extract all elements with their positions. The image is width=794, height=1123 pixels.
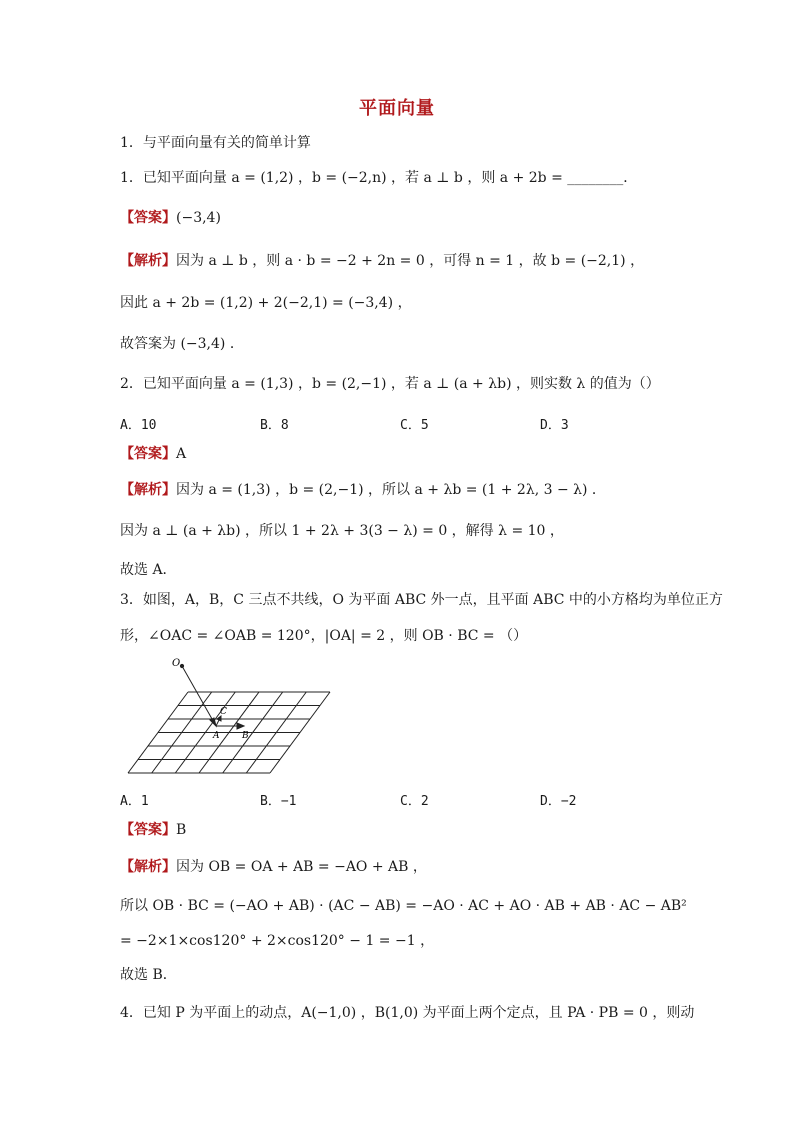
q3-figure (118, 652, 338, 782)
analysis-tag: 【解析】 (120, 482, 176, 498)
q1-stem: 1．已知平面向量 a = (1,2) ，b = (−2,n) ，若 a ⊥ b ，则 a + 2b = ________． (120, 170, 638, 186)
q2-answer-line (120, 444, 186, 464)
label-o: O (172, 658, 181, 669)
q2-analysis-line1 (120, 480, 606, 500)
label-a: A (213, 731, 220, 741)
q2-option-c[interactable]: C．5 (400, 418, 429, 433)
q2-option-a[interactable]: A．10 (120, 418, 157, 433)
q2-analysis-text1: 因为 a = (1,3) ，b = (2,−1) ，所以 a + λb = (1 + 2λ, 3 − λ) ． (176, 482, 606, 498)
q1-answer: (−3,4) (176, 210, 221, 226)
answer-tag: 【答案】 (120, 446, 176, 462)
answer-tag: 【答案】 (120, 822, 176, 838)
q1-analysis-line2: 因此 a + 2b = (1,2) + 2(−2,1) = (−3,4) ， (120, 295, 412, 311)
analysis-tag: 【解析】 (120, 253, 176, 269)
label-c: C (220, 707, 227, 717)
q3-analysis-line2: 所以 OB · BC = (−AO + AB) · (AC − AB) = −AO · AC + AO · AB + AB · AC − AB² (120, 898, 687, 914)
q3-stem-line2: 形，∠OAC = ∠OAB = 120°，|OA| = 2 ，则 OB · BC = （） (120, 628, 528, 644)
vector-oa (182, 666, 216, 726)
analysis-tag: 【解析】 (120, 859, 176, 875)
q1-analysis-text1: 因为 a ⊥ b ，则 a · b = −2 + 2n = 0 ，可得 n = 1 ，故 b = (−2,1) ， (176, 253, 645, 269)
q3-answer-line (120, 820, 186, 840)
q3-option-d[interactable]: D．−2 (540, 794, 577, 809)
q2-stem: 2．已知平面向量 a = (1,3) ，b = (2,−1) ，若 a ⊥ (a + λb) ，则实数 λ 的值为（） (120, 376, 660, 392)
q1-answer-line (120, 208, 221, 228)
arrowhead-ab (237, 723, 244, 729)
q3-option-c[interactable]: C．2 (400, 794, 429, 809)
q4-stem: 4．已知 P 为平面上的动点，A(−1,0) ，B(1,0) 为平面上两个定点，且 PA · PB = 0 ，则动 (120, 1005, 695, 1021)
q2-option-b[interactable]: B．8 (260, 418, 289, 433)
q3-analysis-line3: = −2×1×cos120° + 2×cos120° − 1 = −1 ， (120, 933, 435, 949)
q2-analysis-line2: 因为 a ⊥ (a + λb) ，所以 1 + 2λ + 3(3 − λ) = 0 ，解得 λ = 10 ， (120, 523, 564, 539)
q3-stem-line1: 3．如图，A，B，C 三点不共线，O 为平面 ABC 外一点，且平面 ABC 中的小方格均为单位正方 (120, 592, 723, 608)
q1-analysis-line3: 故答案为 (−3,4) ． (120, 336, 244, 352)
label-b: B (242, 731, 249, 741)
page-title: 平面向量 (359, 98, 435, 119)
q2-option-d[interactable]: D．3 (540, 418, 569, 433)
q3-analysis-text1: 因为 OB = OA + AB = −AO + AB ， (176, 859, 427, 875)
section-heading: 1．与平面向量有关的简单计算 (120, 135, 311, 151)
q3-option-a[interactable]: A．1 (120, 794, 149, 809)
q1-analysis-line1 (120, 251, 644, 271)
q3-answer: B (176, 822, 187, 838)
q2-answer: A (176, 446, 187, 462)
q3-analysis-line4: 故选 B． (120, 967, 177, 983)
q3-analysis-line1 (120, 857, 427, 877)
q3-option-b[interactable]: B．−1 (260, 794, 297, 809)
q2-analysis-line3: 故选 A． (120, 562, 177, 578)
answer-tag: 【答案】 (120, 210, 176, 226)
grid (128, 692, 330, 773)
